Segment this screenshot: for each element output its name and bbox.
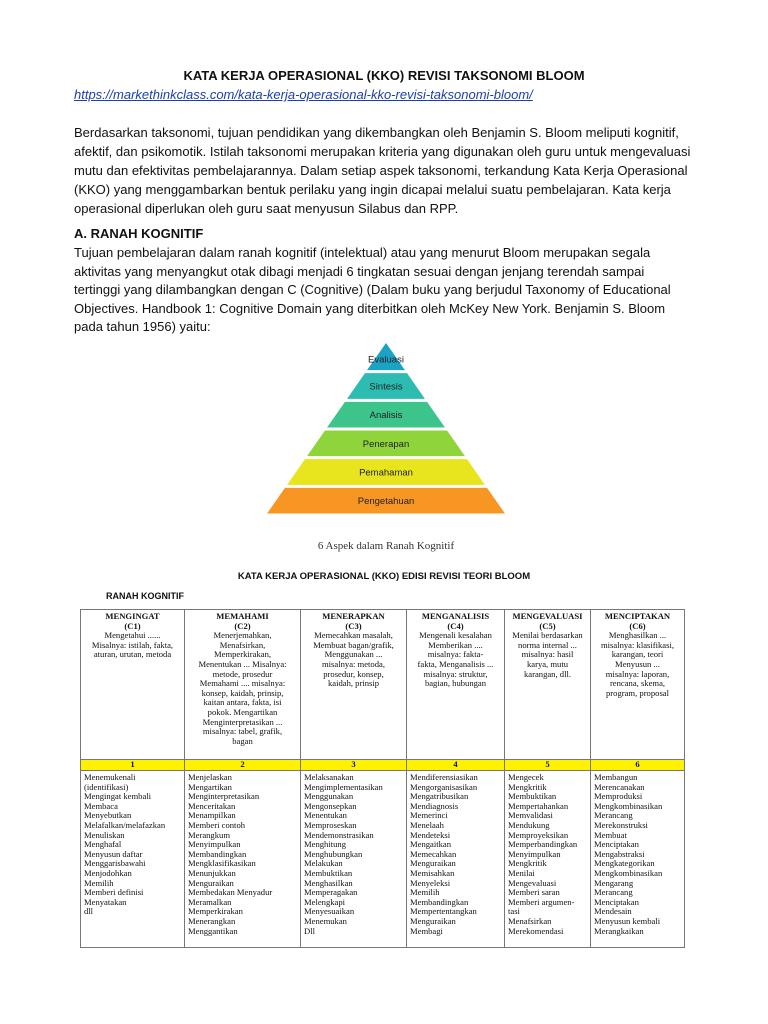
verb-item: Merangkaikan: [594, 925, 644, 936]
table-title: KATA KERJA OPERASIONAL (KKO) EDISI REVISI TEORI BLOOM: [237, 571, 531, 582]
verb-list-c4: [407, 771, 505, 948]
category-desc-line: karya, mutu: [526, 658, 569, 669]
verb-item: Menyebutkan: [84, 810, 132, 821]
document-title: KATA KERJA OPERASIONAL (KKO) REVISI TAKSONOMI BLOOM: [183, 68, 585, 83]
category-desc-line: misalnya: hasil: [521, 649, 574, 660]
category-desc-line: misalnya: klasifikasi,: [600, 639, 675, 650]
category-desc-line: pokok. Mengartikan: [207, 706, 278, 717]
level-number: 6: [591, 760, 685, 771]
verb-item: Menghasilkan: [304, 877, 353, 888]
category-desc-line: Memperkirakan,: [213, 649, 272, 660]
verb-item: Mempertentangkan: [410, 906, 477, 917]
verb-item: Mendeteksi: [410, 829, 451, 840]
category-desc-line: Menafsirkan,: [219, 639, 266, 650]
verb-item: Memberi contoh: [188, 819, 246, 830]
level-number: 1: [81, 760, 185, 771]
category-desc-line: misalnya: tabel, grafik,: [202, 726, 283, 737]
category-desc-line: Menghasilkan ...: [608, 630, 667, 641]
verb-list-c1: [81, 771, 185, 948]
verb-item: Melaksanakan: [304, 772, 354, 782]
category-name: MENGEVALUASI: [512, 611, 583, 621]
pyramid-level-label: Sintesis: [369, 381, 403, 393]
verb-item: Memilih: [84, 877, 114, 888]
category-desc-line: fakta, Menganalisis ...: [417, 658, 494, 669]
header-cell-c4: [407, 610, 505, 760]
pyramid-caption: 6 Aspek dalam Ranah Kognitif: [317, 540, 455, 552]
category-desc-line: Menentukan ... Misalnya:: [198, 658, 287, 669]
verb-item: Melakukan: [304, 858, 343, 869]
verb-item: Menemukan: [304, 915, 347, 926]
verb-item: Memperkirakan: [188, 906, 243, 917]
verb-item: Memisahkan: [410, 867, 455, 878]
verb-item: Menunjukkan: [188, 867, 236, 878]
bloom-pyramid: [256, 335, 516, 565]
category-desc-line: metode, prosedur: [212, 668, 273, 679]
category-name: MENCIPTAKAN: [604, 611, 671, 621]
header-row: [81, 610, 685, 760]
verb-item: Mengartikan: [188, 781, 232, 792]
category-code: (C4): [447, 620, 464, 631]
verb-item: Membangun: [594, 772, 638, 782]
verb-item: Menjelaskan: [188, 772, 232, 782]
verb-item: Menelaah: [410, 819, 444, 830]
verb-item: Mendukung: [508, 819, 550, 830]
verb-item: Mengkritik: [508, 858, 547, 869]
verb-item: Menguraikan: [410, 915, 456, 926]
verb-item: Memperagakan: [304, 887, 358, 898]
number-row: [81, 760, 685, 771]
verb-item: Menggantikan: [188, 925, 238, 936]
category-desc-line: kaitan antara, fakta, isi: [203, 697, 282, 708]
category-desc: [410, 631, 501, 689]
pyramid-level-label: Pemahaman: [359, 467, 413, 479]
verb-item: Merekonstruksi: [594, 819, 648, 830]
verb-item: Membagi: [410, 925, 443, 936]
header-cell-c1: [81, 610, 185, 760]
category-desc-line: program, proposal: [605, 687, 669, 698]
verb-item: Mengabstraksi: [594, 848, 645, 859]
category-desc-line: Menggunakan ...: [324, 649, 383, 660]
category-desc-line: karangan, dll.: [523, 668, 571, 679]
verb-list-c5: [505, 771, 591, 948]
category-desc-line: kaidah, prinsip: [327, 678, 380, 689]
verb-item: Mengkategorikan: [594, 858, 655, 869]
category-name: MEMAHAMI: [216, 611, 269, 621]
category-desc-line: misalnya: struktur,: [423, 668, 488, 679]
level-number: 5: [505, 760, 591, 771]
verb-list-c6: [591, 771, 685, 948]
verb-item: Mendemonstrasikan: [304, 829, 374, 840]
category-desc-line: Misalnya: istilah, fakta,: [91, 639, 174, 650]
verb-item: Merekomendasi: [508, 925, 564, 936]
verb-item: Menyusun kembali: [594, 915, 661, 926]
category-desc-line: Mengetahui ......: [104, 630, 161, 641]
verb-item: Mengkombinasikan: [594, 800, 663, 811]
verb-item: Memilih: [410, 887, 440, 898]
verb-item: Menghitung: [304, 839, 347, 850]
category-desc-line: prosedur, konsep,: [323, 668, 384, 679]
verb-item: tasi: [508, 906, 520, 917]
verb-item: Memberi definisi: [84, 887, 144, 898]
verb-item: Menjodohkan: [84, 867, 132, 878]
verb-item: Memerinci: [410, 810, 448, 821]
pyramid-level-label: Analisis: [369, 410, 403, 422]
verb-item: Mengatribusikan: [410, 791, 469, 802]
verb-item: Mengorganisasikan: [410, 781, 478, 792]
verb-item: (identifikasi): [84, 781, 129, 792]
verb-item: Menggunakan: [304, 791, 354, 802]
category-desc: [508, 631, 587, 679]
verb-item: Membedakan Menyadur: [188, 887, 273, 898]
verb-item: Menginterpretasikan: [188, 791, 260, 802]
table-label: RANAH KOGNITIF: [106, 591, 184, 601]
verb-item: Membandingkan: [188, 848, 247, 859]
verb-item: Menuliskan: [84, 829, 125, 840]
verb-item: Mendesain: [594, 906, 632, 917]
category-desc-line: Menyusun ...: [615, 658, 660, 669]
category-desc: [188, 631, 297, 746]
category-name: MENERAPKAN: [322, 611, 385, 621]
category-code: (C5): [539, 620, 556, 631]
verb-item: Membaca: [84, 800, 118, 811]
verb-item: Melafalkan/melafazkan: [84, 819, 166, 830]
category-desc-line: Memahami .... misalnya:: [199, 678, 286, 689]
verb-item: Meramalkan: [188, 896, 232, 907]
verb-item: Mendiagnosis: [410, 800, 459, 811]
verb-item: Menghubungkan: [304, 848, 363, 859]
verb-item: Menyimpulkan: [188, 839, 241, 850]
verb-list-c3: [301, 771, 407, 948]
verb-item: Mempertahankan: [508, 800, 569, 811]
verb-item: Menyusun daftar: [84, 848, 143, 859]
category-desc-line: Menilai berdasarkan: [512, 630, 583, 641]
header-cell-c6: [591, 610, 685, 760]
category-name: MENGANALISIS: [421, 611, 490, 621]
intro-paragraph: Berdasarkan taksonomi, tujuan pendidikan yang dikembangkan oleh Benjamin S. Bloom meliputi kognitif, afektif, dan psikomotik. Istilah taksonomi merupakan kriteria yang digunakan oleh guru untuk mengevaluasi mutu dan efektivitas pembelajarannya. Dalam setiap aspek taksonomi, terkandung Kata Kerja Operasional (KKO) yang menggambarkan bentuk perilaku yang ingin dicapai melalui suatu pembelajaran. Kata kerja operasional diperlukan oleh guru saat menyusun Silabus dan RPP.: [74, 125, 691, 216]
header-cell-c3: [301, 610, 407, 760]
category-code: (C3): [345, 620, 362, 631]
verb-item: Mengingat kembali: [84, 791, 152, 802]
verb-item: Dll: [304, 925, 315, 936]
verb-item: Membuktikan: [304, 867, 353, 878]
category-desc: [84, 631, 181, 660]
verb-item: dll: [84, 906, 94, 917]
category-desc: [304, 631, 403, 689]
verb-item: Menyatakan: [84, 896, 127, 907]
header-cell-c5: [505, 610, 591, 760]
category-desc-line: rencana, skema,: [609, 678, 666, 689]
verb-item: Membuktikan: [508, 791, 557, 802]
category-code: (C1): [124, 620, 141, 631]
verb-item: Mengevaluasi: [508, 877, 557, 888]
category-desc-line: misalnya: metoda,: [321, 658, 385, 669]
kko-table: [80, 609, 685, 948]
verb-item: Membandingkan: [410, 896, 469, 907]
verb-item: Memproyeksikan: [508, 829, 569, 840]
level-number: 4: [407, 760, 505, 771]
verb-item: Menyeleksi: [410, 877, 451, 888]
verb-item: Mengkombinasikan: [594, 867, 663, 878]
category-code: (C6): [629, 620, 646, 631]
verb-item: Menilai: [508, 867, 535, 878]
verb-item: Mengonsepkan: [304, 800, 357, 811]
verb-item: Memvalidasi: [508, 810, 553, 821]
verb-item: Merancang: [594, 810, 633, 821]
category-desc-line: bagan: [232, 735, 253, 746]
category-code: (C2): [234, 620, 251, 631]
verb-item: Menggarisbawahi: [84, 858, 146, 869]
category-desc-line: norma internal ...: [518, 639, 577, 650]
verb-item: Merencanakan: [594, 781, 645, 792]
category-desc-line: Memecahkan masalah,: [314, 630, 393, 641]
verb-item: Menerangkan: [188, 915, 236, 926]
category-desc-line: bagian, hubungan: [424, 678, 487, 689]
category-desc-line: misalnya: fakta-: [427, 649, 484, 660]
verb-item: Memberi saran: [508, 887, 560, 898]
category-desc: [594, 631, 681, 698]
verb-item: Menampilkan: [188, 810, 236, 821]
verb-item: Menghafal: [84, 839, 122, 850]
verb-item: Mengimplementasikan: [304, 781, 383, 792]
verb-item: Melengkapi: [304, 896, 346, 907]
category-desc-line: misalnya: laporan,: [605, 668, 670, 679]
verb-item: Menguraikan: [410, 858, 456, 869]
verb-list-c2: [185, 771, 301, 948]
verb-item: Mengecek: [508, 772, 544, 782]
verb-item: Mendiferensiasikan: [410, 772, 478, 782]
pyramid-graphic: [256, 335, 516, 535]
verb-item: Mengaitkan: [410, 839, 452, 850]
verb-item: Memecahkan: [410, 848, 457, 859]
category-desc-line: Memberikan ....: [428, 639, 483, 650]
verb-item: Menyesuaikan: [304, 906, 355, 917]
section-heading: A. RANAH KOGNITIF: [74, 226, 204, 241]
verb-item: Mengklasifikasikan: [188, 858, 256, 869]
category-name: MENGINGAT: [105, 611, 160, 621]
verb-item: Menemukenali: [84, 772, 136, 782]
pyramid-level-label: Evaluasi: [368, 354, 404, 366]
pyramid-level-label: Pengetahuan: [357, 496, 415, 508]
category-desc-line: karangan, teori: [611, 649, 664, 660]
category-desc-line: Membuat bagan/grafik,: [313, 639, 394, 650]
verb-item: Menguraikan: [188, 877, 234, 888]
verb-item: Merancang: [594, 887, 633, 898]
verb-item: Menciptakan: [594, 896, 639, 907]
category-desc-line: konsep, kaidah, prinsip,: [201, 687, 284, 698]
category-desc-line: Menerjemahkan,: [213, 630, 272, 641]
category-desc-line: Mengenali kesalahan: [419, 630, 492, 641]
verb-item: Merangkum: [188, 829, 231, 840]
verb-item: Mengarang: [594, 877, 634, 888]
category-desc-line: Menginterpretasikan ...: [202, 716, 283, 727]
pyramid-level-label: Penerapan: [362, 438, 410, 450]
verb-item: Memberi argumen-: [508, 896, 575, 907]
verb-item: Menafsirkan: [508, 915, 552, 926]
verb-item: Mengkritik: [508, 781, 547, 792]
section-paragraph: Tujuan pembelajaran dalam ranah kognitif (intelektual) atau yang menurut Bloom merupakan segala aktivitas yang menyangkut otak dibagi menjadi 6 tingkatan sesuai dengan jenjang terendah sampai tertinggi yang dilambangkan dengan C (Cognitive) (Dalam buku yang berjudul Taxonomy of Educational Objectives. Handbook 1: Cognitive Domain yang diterbitkan oleh McKey New York. Benjamin S. Bloom pada tahun 1956) yaitu:: [74, 245, 671, 334]
verb-item: Menentukan: [304, 810, 347, 821]
verb-item: Menciptakan: [594, 839, 639, 850]
source-link[interactable]: https://markethinkclass.com/kata-kerja-operasional-kko-revisi-taksonomi-bloom/: [74, 87, 533, 102]
verb-item: Menceritakan: [188, 800, 236, 811]
verb-item: Membuat: [594, 829, 627, 840]
verbs-row: [81, 771, 685, 948]
verb-item: Menyimpulkan: [508, 848, 561, 859]
category-desc-line: aturan, urutan, metoda: [93, 649, 172, 660]
verb-item: Memperbandingkan: [508, 839, 578, 850]
verb-item: Memproseskan: [304, 819, 357, 830]
level-number: 2: [185, 760, 301, 771]
verb-item: Memproduksi: [594, 791, 643, 802]
header-cell-c2: [185, 610, 301, 760]
level-number: 3: [301, 760, 407, 771]
